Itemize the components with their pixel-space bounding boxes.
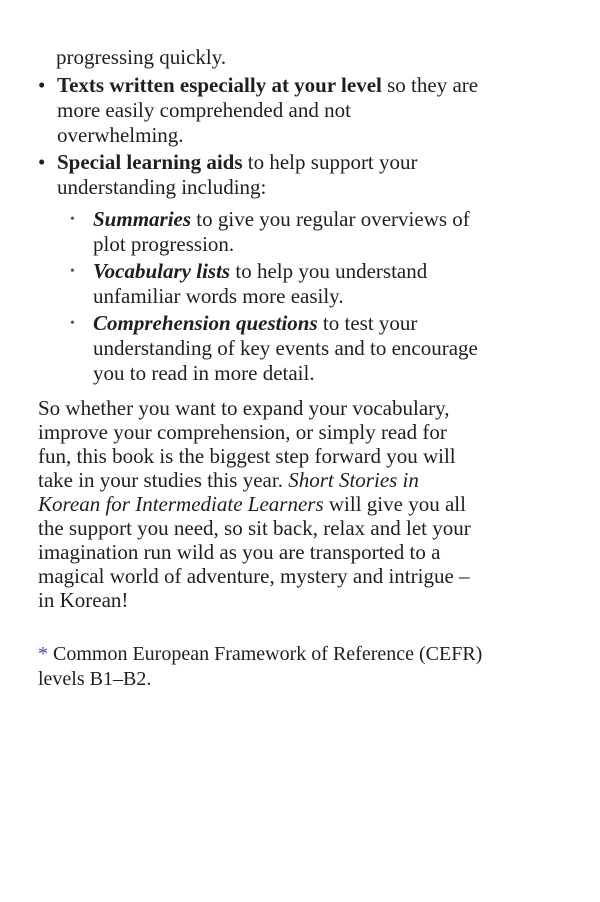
sub-list-item-comprehension <box>70 311 586 386</box>
sub-list-item-vocabulary <box>70 259 586 309</box>
sub-bullet-icon: • <box>70 264 75 279</box>
sub-bullet-icon: • <box>70 316 75 331</box>
footnote-backlink[interactable]: * <box>38 643 48 665</box>
list-item-text: Texts written especially at your level so they are more easily comprehended and not overwhelming. <box>57 73 479 147</box>
sub-feature-list <box>70 207 586 386</box>
sub-list-item-text: Comprehension questions to test your understanding of key events and to encourage you to read in more detail. <box>93 311 478 385</box>
paragraph-continuation: progressing quickly. <box>56 45 227 69</box>
sub-list-item-summaries <box>70 207 586 257</box>
list-item-learning-aids <box>38 150 586 200</box>
closing-paragraph: So whether you want to expand your vocabulary, improve your comprehension, or simply read for fun, this book is the biggest step forward you will take in your studies this year. Short Stories in Korean for Intermediate Learners will give you all the support you need, so sit back, relax and let your imagination run wild as you are transported to a magical world of adventure, mystery and intrigue – in Korean! <box>38 396 471 612</box>
footnote: * Common European Framework of Reference (CEFR) levels B1–B2. <box>38 643 483 690</box>
bullet-icon: • <box>38 150 46 174</box>
list-item-texts-level <box>38 73 586 148</box>
bullet-icon: • <box>38 73 46 97</box>
sub-list-item-text: Summaries to give you regular overviews of plot progression. <box>93 207 470 256</box>
sub-bullet-icon: • <box>70 212 75 227</box>
feature-list <box>38 73 586 386</box>
list-item-text: Special learning aids to help support your understanding including: <box>57 150 418 199</box>
sub-list-item-text: Vocabulary lists to help you understand unfamiliar words more easily. <box>93 259 428 308</box>
